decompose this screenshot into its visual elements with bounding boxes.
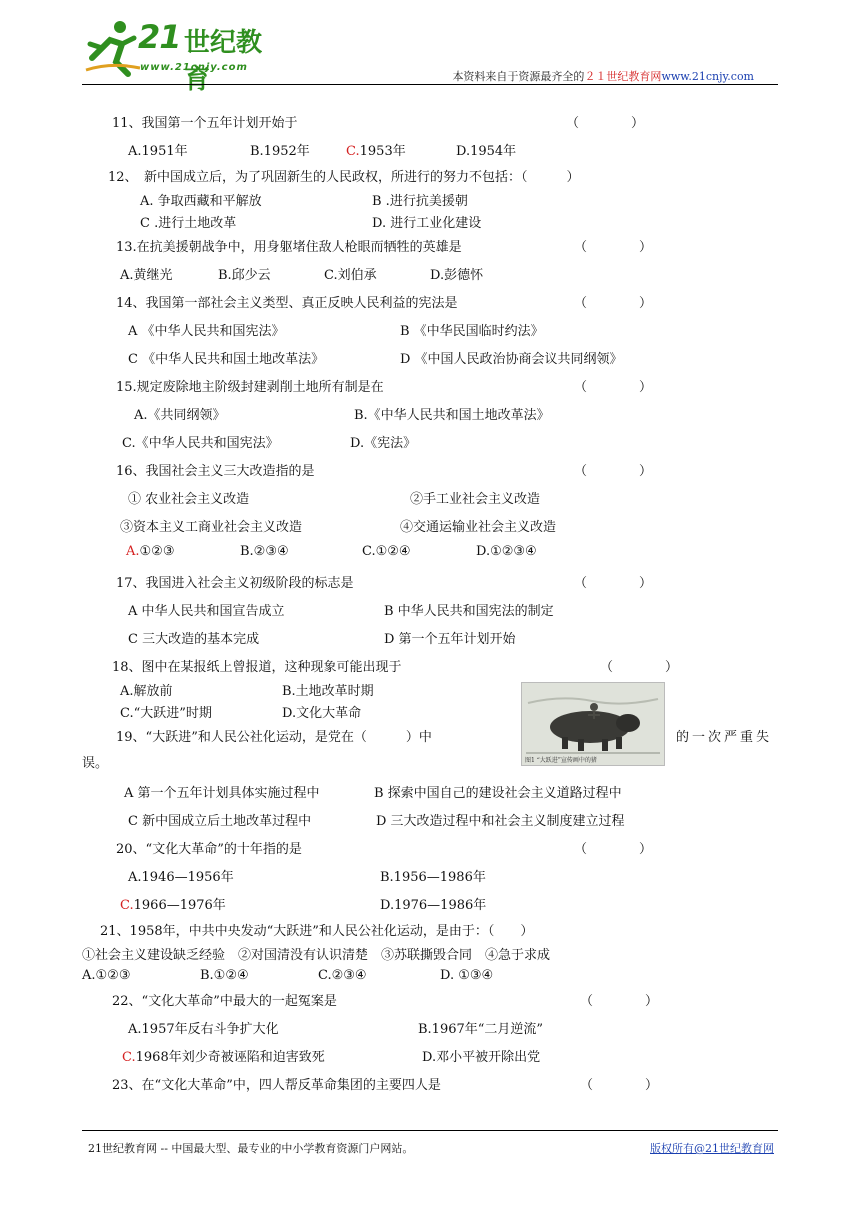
q14-stem: 14、我国第一部社会主义类型、真正反映人民利益的宪法是: [116, 296, 458, 311]
q17-option-b: B 中华人民共和国宪法的制定: [384, 604, 554, 619]
q11-stem: 11、我国第一个五年计划开始于: [112, 116, 298, 131]
q18-option-d: D.文化大革命: [282, 706, 362, 721]
q13-answer-paren: （ ）: [574, 240, 653, 255]
q21-stem: 21、1958年，中共中央发动“大跃进”和人民公社化运动，是由于：（ ）: [100, 924, 534, 939]
q19-stem: 19、“大跃进”和人民公社化运动，是党在（ ）中: [116, 730, 432, 745]
q18-answer-paren: （ ）: [600, 660, 679, 675]
q19-option-b: B 探索中国自己的建设社会主义道路过程中: [374, 786, 622, 801]
logo-url: www.21cnjy.com: [140, 62, 248, 73]
q13-option-d: D.彭德怀: [430, 268, 484, 283]
q22-stem: 22、“文化大革命”中最大的一起冤案是: [112, 994, 337, 1009]
q20-answer-paren: （ ）: [574, 842, 653, 857]
q20-option-d: D.1976—1986年: [380, 898, 487, 913]
giant-pig-icon: [522, 683, 664, 765]
q15-option-b: B.《中华人民共和国土地改革法》: [354, 408, 550, 423]
q15-option-c: C.《中华人民共和国宪法》: [122, 436, 279, 451]
source-brand: ２１世纪教育网: [584, 70, 662, 83]
q19-option-d: D 三大改造过程中和社会主义制度建立过程: [376, 814, 625, 829]
q13-stem: 13.在抗美援朝战争中，用身躯堵住敌人枪眼而牺牲的英雄是: [116, 240, 462, 255]
q20-option-c: [120, 894, 226, 913]
runner-logo-icon: [82, 18, 142, 78]
q11-option-c-text: 1953年: [359, 144, 406, 159]
q11-answer-paren: （ ）: [566, 116, 645, 131]
q19-stem-end: 的一次严重失: [676, 730, 773, 745]
q17-option-c: C 三大改造的基本完成: [128, 632, 260, 647]
q17-option-a: A 中华人民共和国宣告成立: [128, 604, 285, 619]
figure-caption: 图1 “大跃进”宣传画中的猪: [525, 757, 597, 764]
q12-option-b: B .进行抗美援朝: [372, 194, 468, 209]
q17-stem: 17、我国进入社会主义初级阶段的标志是: [116, 576, 354, 591]
q14-option-b: B 《中华民国临时约法》: [400, 324, 544, 339]
q12-stem: 12、 新中国成立后，为了巩固新生的人民政权，所进行的努力不包括：（ ）: [108, 170, 580, 185]
q15-answer-paren: （ ）: [574, 380, 653, 395]
q16-statement-4: ④交通运输业社会主义改造: [400, 520, 557, 535]
q22-option-c: [122, 1046, 325, 1065]
q20-option-c-letter: C.: [120, 898, 134, 913]
q14-option-c: C 《中华人民共和国土地改革法》: [128, 352, 325, 367]
q16-option-c: C.①②④: [362, 544, 411, 559]
q20-stem: 20、“文化大革命”的十年指的是: [116, 842, 302, 857]
footer-tagline: 21世纪教育网 -- 中国最大型、最专业的中小学教育资源门户网站。: [88, 1142, 414, 1155]
site-logo[interactable]: [82, 18, 282, 95]
great-leap-pig-illustration: [521, 682, 665, 766]
q15-stem: 15.规定废除地主阶级封建剥削土地所有制是在: [116, 380, 384, 395]
q14-option-d: D 《中国人民政治协商会议共同纲领》: [400, 352, 623, 367]
q12-option-a: A. 争取西藏和平解放: [140, 194, 262, 209]
q23-stem: 23、在“文化大革命”中，四人帮反革命集团的主要四人是: [112, 1078, 441, 1093]
q16-option-a: [126, 544, 175, 559]
q18-stem: 18、图中在某报纸上曾报道，这种现象可能出现于: [112, 660, 402, 675]
q11-option-c-letter: C.: [346, 144, 360, 159]
q11-option-c: [346, 140, 406, 159]
source-url[interactable]: www.21cnjy.com: [661, 70, 754, 83]
q21-option-b: B.①②④: [200, 968, 249, 983]
q19-option-a: A 第一个五年计划具体实施过程中: [124, 786, 320, 801]
q18-option-b: B.土地改革时期: [282, 684, 374, 699]
q13-option-c: C.刘伯承: [324, 268, 377, 283]
q21-option-c: C.②③④: [318, 968, 367, 983]
q15-option-d: D.《宪法》: [350, 436, 417, 451]
header-divider: [82, 84, 778, 85]
q14-option-a: A 《中华人民共和国宪法》: [128, 324, 285, 339]
q17-option-d: D 第一个五年计划开始: [384, 632, 516, 647]
q20-option-a: A.1946—1956年: [128, 870, 234, 885]
q11-option-b: B.1952年: [250, 144, 310, 159]
q19-stem-continued: 误。: [82, 756, 109, 771]
q21-option-d: D. ①③④: [440, 968, 494, 983]
q12-option-d: D. 进行工业化建设: [372, 216, 482, 231]
q22-option-d: D.邓小平被开除出党: [422, 1050, 541, 1065]
footer-divider: [82, 1130, 778, 1131]
logo-text: 世纪教育: [184, 28, 263, 95]
q16-stem: 16、我国社会主义三大改造指的是: [116, 464, 315, 479]
q16-option-a-text: ①②③: [139, 544, 175, 559]
q22-option-c-letter: C.: [122, 1050, 136, 1065]
header-source-note: [452, 68, 754, 84]
q21-statements: ①社会主义建设缺乏经验 ②对国清没有认识清楚 ③苏联撕毁合同 ④急于求成: [82, 948, 551, 963]
q20-option-c-text: 1966—1976年: [133, 898, 226, 913]
logo-number: 21: [138, 18, 181, 56]
q13-option-a: A.黄继光: [120, 268, 173, 283]
q18-option-a: A.解放前: [120, 684, 173, 699]
q16-answer-paren: （ ）: [574, 464, 653, 479]
q19-option-c: C 新中国成立后土地改革过程中: [128, 814, 312, 829]
q23-answer-paren: （ ）: [580, 1078, 659, 1093]
q14-answer-paren: （ ）: [574, 296, 653, 311]
q11-option-a: A.1951年: [128, 144, 188, 159]
q16-statement-2: ②手工业社会主义改造: [410, 492, 541, 507]
q17-answer-paren: （ ）: [574, 576, 653, 591]
q11-option-d: D.1954年: [456, 144, 517, 159]
q20-option-b: B.1956—1986年: [380, 870, 486, 885]
q12-option-c: C .进行土地改革: [140, 216, 237, 231]
q16-statement-3: ③资本主义工商业社会主义改造: [120, 520, 303, 535]
q22-answer-paren: （ ）: [580, 994, 659, 1009]
q16-option-a-letter: A.: [126, 544, 140, 559]
q15-option-a: A.《共同纲领》: [134, 408, 226, 423]
q18-option-c: C.“大跃进”时期: [120, 706, 212, 721]
footer-copyright-link[interactable]: 版权所有@21世纪教育网: [650, 1142, 774, 1155]
q16-option-d: D.①②③④: [476, 544, 537, 559]
q22-option-a: A.1957年反右斗争扩大化: [128, 1022, 279, 1037]
source-prefix: 本资料来自于资源最齐全的: [452, 70, 585, 83]
q21-option-a: A.①②③: [82, 968, 131, 983]
q16-option-b: B.②③④: [240, 544, 289, 559]
q22-option-c-text: 1968年刘少奇被诬陷和迫害致死: [135, 1050, 325, 1065]
q16-statement-1: ① 农业社会主义改造: [128, 492, 250, 507]
q13-option-b: B.邱少云: [218, 268, 271, 283]
q22-option-b: B.1967年“二月逆流”: [418, 1022, 544, 1037]
